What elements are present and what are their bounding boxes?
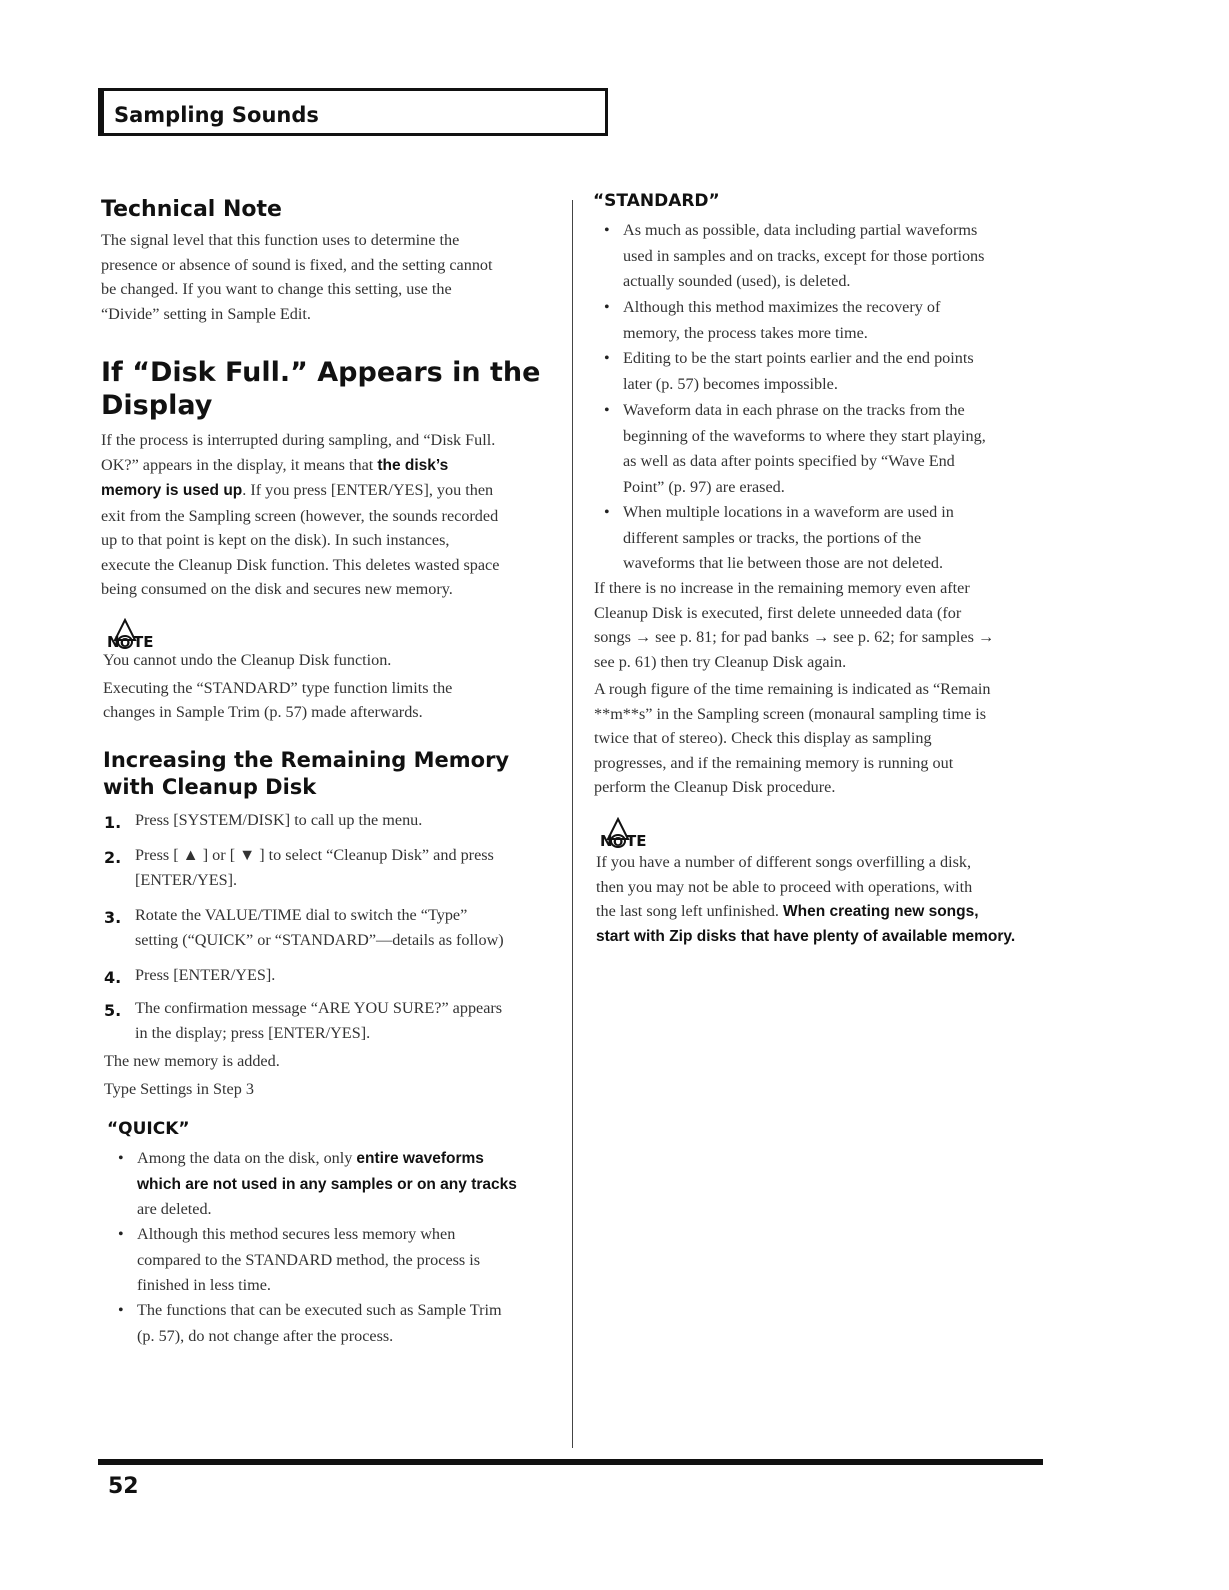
text-run: . If you press [ENTER/YES], you then [242, 481, 494, 499]
text-line: (p. 57), do not change after the process. [137, 1326, 394, 1345]
after-steps-text [104, 1049, 280, 1101]
text-line: are deleted. [137, 1200, 212, 1218]
heading-line: with Cleanup Disk [103, 775, 317, 799]
text-line: Although this method maximizes the recovery of [623, 298, 941, 316]
text-line: If the process is interrupted during sampling, and “Disk Full. [101, 431, 496, 449]
quick-bullet-2 [137, 1222, 480, 1299]
text-line: be changed. If you want to change this setting, use the [101, 280, 452, 298]
text-line: changes in Sample Trim (p. 57) made afterwards. [103, 703, 423, 721]
standard-bullet-1 [623, 218, 984, 295]
text-line: **m**s” in the Sampling screen (monaural sampling time is [594, 704, 987, 723]
text-line: memory, the process takes more time. [623, 323, 868, 342]
text-line: later (p. 57) becomes impossible. [623, 374, 838, 393]
text-line: “Divide” setting in Sample Edit. [101, 304, 311, 323]
technical-note-heading: Technical Note [101, 197, 282, 222]
text-line: songs → see p. 81; for pad banks → see p. 62; for samples → [594, 628, 995, 646]
technical-note-body [101, 228, 493, 326]
text-line: If there is no increase in the remaining memory even after [594, 579, 970, 597]
text-line: The confirmation message “ARE YOU SURE?” appears [135, 999, 503, 1017]
step-number: 3. [104, 908, 122, 927]
svg-text:N: N [600, 832, 613, 849]
text-line: different samples or tracks, the portions of the [623, 528, 922, 547]
note-icon [596, 817, 650, 849]
text-line [101, 453, 499, 479]
svg-text:O: O [120, 636, 131, 650]
footer-rule [98, 1459, 1043, 1465]
standard-paragraph-2 [594, 677, 990, 800]
step-text [135, 843, 494, 893]
quick-bullet-3 [137, 1298, 502, 1349]
text-line: Press [ENTER/YES]. [135, 966, 276, 984]
text-line: actually sounded (used), is deleted. [623, 272, 851, 290]
step-text [135, 963, 275, 988]
text-line: being consumed on the disk and secures new memory. [101, 580, 453, 598]
bullet: • [604, 222, 610, 239]
bullet: • [604, 504, 610, 521]
text-line [137, 1146, 517, 1172]
text-line: Waveform data in each phrase on the tracks from the [623, 401, 965, 419]
quick-heading: “QUICK” [107, 1119, 190, 1139]
section-header-title: Sampling Sounds [114, 103, 319, 127]
text-line: The signal level that this function uses to determine the [101, 231, 460, 249]
column-divider [572, 200, 573, 1448]
text-line: execute the Cleanup Disk function. This deletes wasted space [101, 555, 500, 574]
text-line: exit from the Sampling screen (however, the sounds recorded [101, 506, 499, 525]
text-line: Executing the “STANDARD” type function limits the [103, 678, 453, 697]
text-line: twice that of stereo). Check this display as sampling [594, 729, 932, 747]
text-line: in the display; press [ENTER/YES]. [135, 1024, 371, 1042]
bullet: • [118, 1150, 124, 1167]
standard-paragraph-1 [594, 576, 994, 674]
text-line: which are not used in any samples or on any tracks [137, 1175, 517, 1193]
bold-run: memory is used up [101, 482, 243, 499]
heading-line: Display [101, 390, 213, 421]
svg-text:N: N [107, 633, 120, 650]
text-run: OK?” appears in the display, it means that [101, 455, 378, 474]
text-line: Editing to be the start points earlier and the end points [623, 349, 974, 367]
bold-run: When creating new songs, [783, 903, 979, 920]
standard-bullet-5 [623, 500, 954, 577]
step-number: 4. [104, 968, 122, 987]
page-number: 52 [108, 1474, 139, 1499]
text-line: start with Zip disks that have plenty of available memory. [596, 927, 1016, 945]
bullet: • [604, 350, 610, 367]
text-line: If you have a number of different songs overfilling a disk, [596, 853, 972, 871]
text-line [101, 478, 499, 504]
text-line: waveforms that lie between those are not deleted. [623, 554, 944, 572]
step-number: 1. [104, 813, 122, 832]
heading-line: Increasing the Remaining Memory [103, 748, 510, 772]
step-text [135, 808, 422, 833]
step-text [135, 903, 504, 953]
text-line: finished in less time. [137, 1276, 271, 1294]
step-number: 2. [104, 848, 122, 867]
text-run: Among the data on the disk, only [137, 1149, 357, 1167]
text-line: see p. 61) then try Cleanup Disk again. [594, 652, 847, 671]
text-line: Although this method secures less memory when [137, 1225, 456, 1243]
section-header-box [98, 88, 608, 136]
note1-body [103, 648, 452, 725]
note-icon [103, 618, 157, 650]
text-line: up to that point is kept on the disk). In such instances, [101, 531, 450, 549]
step-number: 5. [104, 1001, 122, 1020]
text-line: When multiple locations in a waveform are used in [623, 503, 954, 521]
text-line: compared to the STANDARD method, the process is [137, 1250, 481, 1269]
bullet: • [118, 1302, 124, 1319]
bullet: • [604, 402, 610, 419]
text-line: setting (“QUICK” or “STANDARD”—details as follow) [135, 931, 504, 949]
bold-run: the disk’s [377, 456, 449, 474]
text-line: Press [ ▲ ] or [ ▼ ] to select “Cleanup Disk” and press [135, 846, 494, 864]
text-line: progresses, and if the remaining memory is running out [594, 753, 954, 772]
text-line: Rotate the VALUE/TIME dial to switch the “Type” [135, 906, 468, 924]
text-line: then you may not be able to proceed with operations, with [596, 877, 973, 896]
step-text [135, 996, 502, 1046]
note2-body [596, 850, 1015, 949]
standard-bullet-3 [623, 346, 974, 397]
text-line: The functions that can be executed such as Sample Trim [137, 1301, 502, 1319]
text-line: As much as possible, data including partial waveforms [623, 221, 978, 239]
text-line: perform the Cleanup Disk procedure. [594, 778, 836, 796]
text-line: as well as data after points specified by “Wave End [623, 452, 955, 470]
text-line: [ENTER/YES]. [135, 871, 238, 889]
text-line: Type Settings in Step 3 [104, 1079, 254, 1098]
standard-heading: “STANDARD” [593, 191, 720, 211]
text-line: Press [SYSTEM/DISK] to call up the menu. [135, 811, 423, 829]
text-line: Point” (p. 97) are erased. [623, 477, 785, 496]
text-line: The new memory is added. [104, 1052, 280, 1070]
text-line: You cannot undo the Cleanup Disk function. [103, 651, 392, 669]
standard-bullet-4 [623, 398, 986, 500]
text-line: used in samples and on tracks, except for those portions [623, 246, 985, 265]
quick-bullet-1 [137, 1146, 517, 1223]
svg-text:O: O [613, 835, 624, 849]
heading-line: If “Disk Full.” Appears in the [101, 357, 541, 388]
increasing-memory-heading [103, 747, 509, 801]
bullet: • [604, 299, 610, 316]
standard-bullet-2 [623, 295, 940, 346]
bullet: • [118, 1226, 124, 1243]
svg-text:TE: TE [133, 633, 154, 650]
text-line: beginning of the waveforms to where they start playing, [623, 426, 986, 445]
text-line: A rough figure of the time remaining is indicated as “Remain [594, 680, 991, 698]
text-line: presence or absence of sound is fixed, and the setting cannot [101, 255, 493, 274]
text-line: Cleanup Disk is executed, first delete unneeded data (for [594, 603, 962, 622]
svg-text:TE: TE [626, 832, 647, 849]
disk-full-body [101, 428, 499, 602]
text-line [596, 899, 1015, 925]
bold-run: entire waveforms [356, 1150, 484, 1167]
text-run: the last song left unfinished. [596, 902, 784, 920]
disk-full-heading [101, 356, 540, 422]
